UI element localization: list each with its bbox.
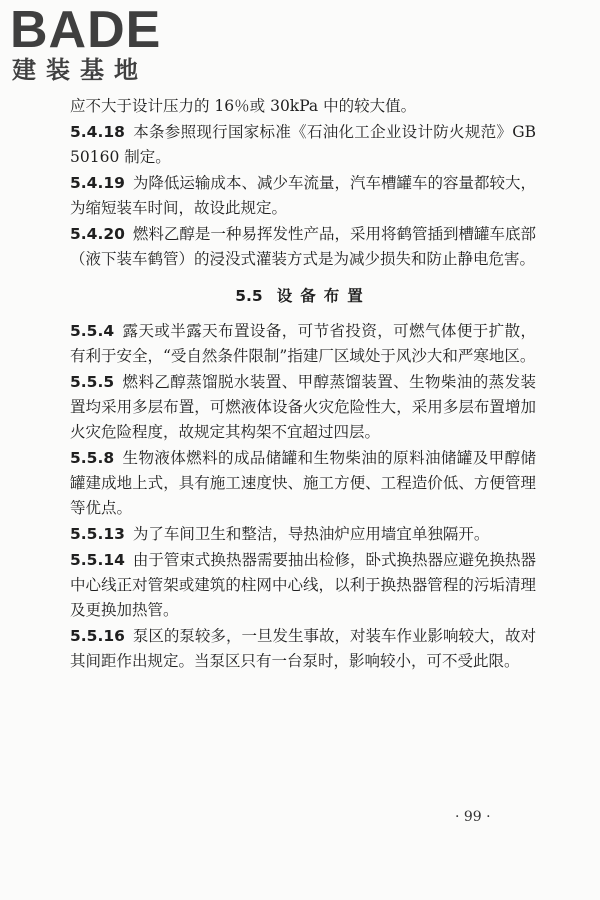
clause-text: 为降低运输成本、减少车流量，汽车槽罐车的容量都较大，为缩短装车时间，故设此规定。: [70, 174, 536, 217]
clause-text: 泵区的泵较多，一旦发生事故，对装车作业影响较大，故对其间距作出规定。当泵区只有一台泵时，影响较小，可不受此限。: [70, 627, 536, 670]
section-number: 5.5: [235, 287, 263, 305]
clause-number: 5.4.19: [70, 174, 125, 192]
clause-number: 5.5.13: [70, 525, 125, 543]
section-title: 设备布置: [276, 287, 371, 305]
clause-5-4-18: [70, 120, 536, 170]
clause-number: 5.5.14: [70, 551, 125, 569]
clause-number: 5.5.5: [70, 373, 115, 391]
clause-text: 燃料乙醇蒸馏脱水装置、甲醇蒸馏装置、生物柴油的蒸发装置均采用多层布置，可燃液体设备火灾危险性大，采用多层布置增加火灾危险程度，故规定其构架不宜超过四层。: [70, 373, 536, 441]
clause-5-5-5: [70, 370, 536, 445]
clause-5-5-4: [70, 319, 536, 369]
clause-5-5-8: [70, 446, 536, 521]
clause-5-4-20: [70, 222, 536, 272]
clause-text: 本条参照现行国家标准《石油化工企业设计防火规范》GB 50160 制定。: [70, 123, 536, 166]
section-heading: [70, 284, 536, 309]
clause-text: 生物液体燃料的成品储罐和生物柴油的原料油储罐及甲醇储罐建成地上式，具有施工速度快、施工方便、工程造价低、方便管理等优点。: [70, 449, 536, 517]
clause-text: 由于管束式换热器需要抽出检修，卧式换热器应避免换热器中心线正对管架或建筑的柱网中心线，以利于换热器管程的污垢清理及更换加热管。: [70, 551, 536, 619]
clause-number: 5.4.18: [70, 123, 125, 141]
continued-paragraph: 应不大于设计压力的 16％或 30kPa 中的较大值。: [70, 97, 417, 115]
clause-5-5-13: [70, 522, 536, 547]
clause-text: 露天或半露天布置设备，可节省投资，可燃气体便于扩散，有利于安全，“受自然条件限制”指建厂区域处于风沙大和严寒地区。: [70, 322, 536, 365]
clause-number: 5.5.8: [70, 449, 115, 467]
clause-text: 燃料乙醇是一种易挥发性产品，采用将鹤管插到槽罐车底部（液下装车鹤管）的浸没式灌装方式是为减少损失和防止静电危害。: [70, 225, 536, 268]
brand-logo: [10, 1, 180, 90]
clause-number: 5.5.4: [70, 322, 115, 340]
clause-5-5-16: [70, 624, 536, 674]
page-number: · 99 ·: [455, 809, 491, 825]
clause-5-5-14: [70, 548, 536, 623]
clause-text: 为了车间卫生和整洁，导热油炉应用墙宜单独隔开。: [132, 525, 490, 543]
clause-5-4-19: [70, 171, 536, 221]
clause-number: 5.5.16: [70, 627, 125, 645]
clause-number: 5.4.20: [70, 225, 125, 243]
document-body: [70, 94, 536, 675]
logo-wordmark: BADE: [10, 1, 162, 59]
logo-subtitle: 建装基地: [12, 56, 148, 84]
